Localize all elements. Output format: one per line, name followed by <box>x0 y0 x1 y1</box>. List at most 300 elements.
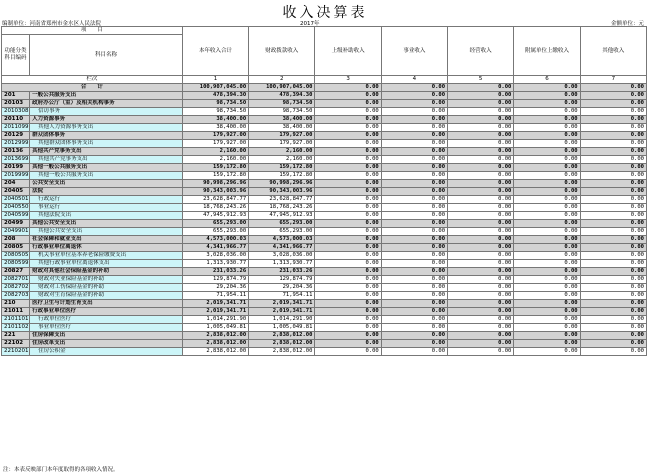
row-total: 71,954.11 <box>182 292 248 300</box>
row-code: 210 <box>2 300 30 308</box>
row-zero: 0.00 <box>514 292 580 300</box>
row-fiscal: 159,172.80 <box>249 172 315 180</box>
row-zero: 0.00 <box>514 348 580 356</box>
row-zero: 0.00 <box>381 204 447 212</box>
row-zero: 0.00 <box>514 252 580 260</box>
header-col-1: 本年收入合计 <box>182 27 248 76</box>
row-total: 2,019,341.71 <box>182 308 248 316</box>
row-zero: 0.00 <box>381 212 447 220</box>
row-zero: 0.00 <box>514 300 580 308</box>
row-zero: 0.00 <box>381 164 447 172</box>
table-row <box>2 92 647 100</box>
row-zero: 0.00 <box>448 140 514 148</box>
row-zero: 0.00 <box>315 156 381 164</box>
row-zero: 0.00 <box>514 308 580 316</box>
row-zero: 0.00 <box>514 132 580 140</box>
row-zero: 0.00 <box>514 220 580 228</box>
row-zero: 0.00 <box>381 148 447 156</box>
table-row <box>2 196 647 204</box>
row-code: 2080505 <box>2 252 30 260</box>
header-col-3: 上级补助收入 <box>315 27 381 76</box>
row-name: 财政对失业保险基金的补助 <box>30 276 183 284</box>
table-row <box>2 220 647 228</box>
row-zero: 0.00 <box>580 236 646 244</box>
row-zero: 0.00 <box>580 156 646 164</box>
row-total: 1,005,049.81 <box>182 324 248 332</box>
row-fiscal: 2,019,341.71 <box>249 300 315 308</box>
row-fiscal: 98,734.50 <box>249 100 315 108</box>
row-zero: 0.00 <box>448 172 514 180</box>
row-zero: 0.00 <box>514 284 580 292</box>
row-zero: 0.00 <box>580 220 646 228</box>
row-total: 179,927.00 <box>182 140 248 148</box>
row-zero: 0.00 <box>381 268 447 276</box>
row-zero: 0.00 <box>514 100 580 108</box>
row-zero: 0.00 <box>315 108 381 116</box>
table-row <box>2 132 647 140</box>
row-zero: 0.00 <box>580 124 646 132</box>
row-zero: 0.00 <box>514 148 580 156</box>
row-total: 2,838,012.00 <box>182 332 248 340</box>
row-zero: 0.00 <box>381 284 447 292</box>
table-row <box>2 164 647 172</box>
row-zero: 0.00 <box>514 260 580 268</box>
row-zero: 0.00 <box>448 132 514 140</box>
table-row <box>2 340 647 348</box>
row-zero: 0.00 <box>514 196 580 204</box>
row-fiscal: 1,313,930.77 <box>249 260 315 268</box>
row-zero: 0.00 <box>514 140 580 148</box>
row-zero: 0.00 <box>315 116 381 124</box>
row-zero: 0.00 <box>315 204 381 212</box>
row-total: 38,400.00 <box>182 124 248 132</box>
row-code: 2011099 <box>2 124 30 132</box>
row-name: 其他共产党事务支出 <box>30 148 183 156</box>
row-code: 2082701 <box>2 276 30 284</box>
total-cell: 100,907,045.00 <box>249 84 315 92</box>
table-row <box>2 148 647 156</box>
row-total: 655,293.00 <box>182 228 248 236</box>
total-cell: 0.00 <box>448 84 514 92</box>
row-zero: 0.00 <box>381 220 447 228</box>
row-zero: 0.00 <box>448 196 514 204</box>
seq-2: 2 <box>249 76 315 84</box>
row-zero: 0.00 <box>448 204 514 212</box>
row-zero: 0.00 <box>514 244 580 252</box>
row-zero: 0.00 <box>580 188 646 196</box>
row-zero: 0.00 <box>381 172 447 180</box>
row-zero: 0.00 <box>448 188 514 196</box>
row-fiscal: 1,005,049.81 <box>249 324 315 332</box>
row-name: 其他公共安全支出 <box>30 220 183 228</box>
row-zero: 0.00 <box>315 100 381 108</box>
table-row <box>2 292 647 300</box>
row-name: 财政对其他社会保险基金的补助 <box>30 268 183 276</box>
row-total: 159,172.80 <box>182 172 248 180</box>
seq-6: 6 <box>514 76 580 84</box>
row-zero: 0.00 <box>315 260 381 268</box>
row-name: 财政对生育保险基金的补助 <box>30 292 183 300</box>
row-zero: 0.00 <box>448 180 514 188</box>
row-zero: 0.00 <box>514 124 580 132</box>
row-fiscal: 71,954.11 <box>249 292 315 300</box>
row-name: 行政事业单位医疗 <box>30 308 183 316</box>
row-name: 其他共产党事务支出 <box>30 156 183 164</box>
row-zero: 0.00 <box>381 252 447 260</box>
row-fiscal: 4,341,966.77 <box>249 244 315 252</box>
row-zero: 0.00 <box>315 140 381 148</box>
total-cell: 100,907,045.00 <box>182 84 248 92</box>
row-name: 机关事业单位基本养老保险缴费支出 <box>30 252 183 260</box>
row-zero: 0.00 <box>315 308 381 316</box>
row-code: 20199 <box>2 164 30 172</box>
row-zero: 0.00 <box>448 292 514 300</box>
row-zero: 0.00 <box>448 268 514 276</box>
row-code: 2082702 <box>2 284 30 292</box>
row-fiscal: 47,945,912.93 <box>249 212 315 220</box>
table-row <box>2 316 647 324</box>
row-zero: 0.00 <box>448 324 514 332</box>
row-name: 其他群众团体事务支出 <box>30 140 183 148</box>
row-zero: 0.00 <box>381 108 447 116</box>
row-fiscal: 2,838,012.00 <box>249 340 315 348</box>
table-row <box>2 212 647 220</box>
row-zero: 0.00 <box>315 348 381 356</box>
row-total: 2,019,341.71 <box>182 300 248 308</box>
row-zero: 0.00 <box>580 228 646 236</box>
row-zero: 0.00 <box>381 92 447 100</box>
row-code: 2019999 <box>2 172 30 180</box>
row-zero: 0.00 <box>580 308 646 316</box>
row-zero: 0.00 <box>381 132 447 140</box>
table-row <box>2 324 647 332</box>
row-zero: 0.00 <box>514 116 580 124</box>
row-zero: 0.00 <box>381 300 447 308</box>
row-total: 179,927.00 <box>182 132 248 140</box>
row-zero: 0.00 <box>514 156 580 164</box>
seq-7: 7 <box>580 76 646 84</box>
income-table <box>1 26 647 356</box>
row-name: 行政事业单位离退休 <box>30 244 183 252</box>
total-cell: 0.00 <box>580 84 646 92</box>
row-code: 2049901 <box>2 228 30 236</box>
row-name: 行政运行 <box>30 196 183 204</box>
header-col-7: 其他收入 <box>580 27 646 76</box>
header-col-6: 附属单位上缴收入 <box>514 27 580 76</box>
table-row <box>2 156 647 164</box>
row-name: 医疗卫生与计划生育支出 <box>30 300 183 308</box>
row-zero: 0.00 <box>514 180 580 188</box>
row-zero: 0.00 <box>580 92 646 100</box>
row-zero: 0.00 <box>580 332 646 340</box>
row-zero: 0.00 <box>580 172 646 180</box>
row-zero: 0.00 <box>580 324 646 332</box>
row-zero: 0.00 <box>381 276 447 284</box>
table-row <box>2 260 647 268</box>
row-zero: 0.00 <box>580 180 646 188</box>
row-code: 20827 <box>2 268 30 276</box>
row-zero: 0.00 <box>514 204 580 212</box>
table-row <box>2 100 647 108</box>
table-row <box>2 228 647 236</box>
row-zero: 0.00 <box>580 164 646 172</box>
row-code: 208 <box>2 236 30 244</box>
row-code: 2101101 <box>2 316 30 324</box>
row-zero: 0.00 <box>315 212 381 220</box>
row-zero: 0.00 <box>580 268 646 276</box>
row-name: 住房改革支出 <box>30 340 183 348</box>
row-code: 2082703 <box>2 292 30 300</box>
row-zero: 0.00 <box>315 332 381 340</box>
row-total: 18,768,243.26 <box>182 204 248 212</box>
row-zero: 0.00 <box>580 116 646 124</box>
row-code: 2101102 <box>2 324 30 332</box>
row-fiscal: 90,998,296.96 <box>249 180 315 188</box>
table-row <box>2 252 647 260</box>
row-zero: 0.00 <box>448 164 514 172</box>
row-fiscal: 4,573,000.03 <box>249 236 315 244</box>
unit-label: 编制单位：河南省郑州市金水区人民法院 <box>2 21 102 27</box>
row-name: 人力资源事务 <box>30 116 183 124</box>
row-fiscal: 2,019,341.71 <box>249 308 315 316</box>
row-code: 22102 <box>2 340 30 348</box>
row-zero: 0.00 <box>580 244 646 252</box>
row-name: 其他行政事业单位离退休支出 <box>30 260 183 268</box>
row-zero: 0.00 <box>315 220 381 228</box>
row-code: 2210201 <box>2 348 30 356</box>
row-name: 其他公共安全支出 <box>30 228 183 236</box>
row-code: 2010308 <box>2 108 30 116</box>
table-row <box>2 244 647 252</box>
row-total: 98,734.50 <box>182 100 248 108</box>
row-zero: 0.00 <box>381 308 447 316</box>
row-zero: 0.00 <box>381 156 447 164</box>
row-zero: 0.00 <box>448 212 514 220</box>
row-code: 20405 <box>2 188 30 196</box>
row-zero: 0.00 <box>448 116 514 124</box>
row-code: 21011 <box>2 308 30 316</box>
row-fiscal: 655,293.00 <box>249 228 315 236</box>
row-zero: 0.00 <box>448 228 514 236</box>
row-name: 信访事务 <box>30 108 183 116</box>
row-fiscal: 98,734.50 <box>249 108 315 116</box>
row-zero: 0.00 <box>448 260 514 268</box>
row-zero: 0.00 <box>580 348 646 356</box>
row-name: 事业运行 <box>30 204 183 212</box>
row-zero: 0.00 <box>381 292 447 300</box>
row-zero: 0.00 <box>381 332 447 340</box>
table-row <box>2 172 647 180</box>
row-zero: 0.00 <box>448 316 514 324</box>
seq-3: 3 <box>315 76 381 84</box>
currency-label: 金额单位：元 <box>610 21 644 27</box>
row-zero: 0.00 <box>448 100 514 108</box>
row-zero: 0.00 <box>315 340 381 348</box>
row-code: 20499 <box>2 220 30 228</box>
row-fiscal: 2,838,012.00 <box>249 348 315 356</box>
row-name: 住房公积金 <box>30 348 183 356</box>
row-zero: 0.00 <box>448 220 514 228</box>
row-code: 20110 <box>2 116 30 124</box>
row-zero: 0.00 <box>381 316 447 324</box>
row-name: 其他法院支出 <box>30 212 183 220</box>
row-fiscal: 3,028,036.00 <box>249 252 315 260</box>
row-zero: 0.00 <box>580 316 646 324</box>
row-fiscal: 18,768,243.26 <box>249 204 315 212</box>
row-total: 4,341,966.77 <box>182 244 248 252</box>
row-name: 行政单位医疗 <box>30 316 183 324</box>
row-zero: 0.00 <box>315 148 381 156</box>
row-zero: 0.00 <box>448 276 514 284</box>
row-zero: 0.00 <box>580 100 646 108</box>
row-total: 2,160.00 <box>182 148 248 156</box>
row-name: 其他人力资源事务支出 <box>30 124 183 132</box>
table-row <box>2 204 647 212</box>
row-zero: 0.00 <box>315 276 381 284</box>
table-row <box>2 140 647 148</box>
row-zero: 0.00 <box>448 348 514 356</box>
row-zero: 0.00 <box>381 100 447 108</box>
header-col-5: 经营收入 <box>448 27 514 76</box>
row-zero: 0.00 <box>580 340 646 348</box>
row-zero: 0.00 <box>381 260 447 268</box>
header-col-2: 财政拨款收入 <box>249 27 315 76</box>
row-zero: 0.00 <box>315 164 381 172</box>
row-code: 2013699 <box>2 156 30 164</box>
row-name: 法院 <box>30 188 183 196</box>
row-fiscal: 90,343,003.96 <box>249 188 315 196</box>
row-fiscal: 2,838,012.00 <box>249 332 315 340</box>
table-row <box>2 332 647 340</box>
table-row <box>2 348 647 356</box>
row-zero: 0.00 <box>448 300 514 308</box>
seq-1: 1 <box>182 76 248 84</box>
row-zero: 0.00 <box>580 292 646 300</box>
row-zero: 0.00 <box>315 268 381 276</box>
row-zero: 0.00 <box>448 92 514 100</box>
row-zero: 0.00 <box>580 204 646 212</box>
table-row <box>2 124 647 132</box>
row-zero: 0.00 <box>315 196 381 204</box>
row-total: 47,945,912.93 <box>182 212 248 220</box>
row-zero: 0.00 <box>580 276 646 284</box>
row-fiscal: 2,160.00 <box>249 156 315 164</box>
row-fiscal: 38,400.00 <box>249 116 315 124</box>
table-row <box>2 236 647 244</box>
total-label: 合 计 <box>2 84 183 92</box>
row-total: 1,313,930.77 <box>182 260 248 268</box>
total-cell: 0.00 <box>315 84 381 92</box>
header-code: 功能分类 科目编码 <box>2 35 30 76</box>
row-zero: 0.00 <box>514 268 580 276</box>
row-fiscal: 179,927.00 <box>249 140 315 148</box>
row-zero: 0.00 <box>580 300 646 308</box>
row-name: 社会保障和就业支出 <box>30 236 183 244</box>
row-zero: 0.00 <box>514 332 580 340</box>
row-total: 29,204.36 <box>182 284 248 292</box>
row-zero: 0.00 <box>381 124 447 132</box>
row-fiscal: 129,874.79 <box>249 276 315 284</box>
row-fiscal: 231,033.26 <box>249 268 315 276</box>
row-name: 住房保障支出 <box>30 332 183 340</box>
row-zero: 0.00 <box>448 156 514 164</box>
row-zero: 0.00 <box>448 124 514 132</box>
seq-5: 5 <box>448 76 514 84</box>
row-zero: 0.00 <box>514 228 580 236</box>
row-zero: 0.00 <box>381 196 447 204</box>
row-name: 政府办公厅（室）及相关机构事务 <box>30 100 183 108</box>
row-zero: 0.00 <box>448 236 514 244</box>
row-zero: 0.00 <box>580 132 646 140</box>
row-zero: 0.00 <box>514 164 580 172</box>
row-code: 221 <box>2 332 30 340</box>
report-title: 收入决算表 <box>282 5 368 21</box>
row-total: 90,343,003.96 <box>182 188 248 196</box>
header-seq-label: 栏次 <box>2 76 183 84</box>
header-project: 项 目 <box>2 27 183 35</box>
row-zero: 0.00 <box>448 108 514 116</box>
row-code: 20129 <box>2 132 30 140</box>
total-cell: 0.00 <box>514 84 580 92</box>
row-fiscal: 38,400.00 <box>249 124 315 132</box>
row-zero: 0.00 <box>448 340 514 348</box>
row-zero: 0.00 <box>315 300 381 308</box>
row-zero: 0.00 <box>448 252 514 260</box>
table-row <box>2 268 647 276</box>
row-zero: 0.00 <box>381 140 447 148</box>
row-zero: 0.00 <box>580 252 646 260</box>
row-zero: 0.00 <box>315 180 381 188</box>
row-name: 其他一般公共服务支出 <box>30 164 183 172</box>
row-zero: 0.00 <box>315 316 381 324</box>
row-zero: 0.00 <box>381 348 447 356</box>
row-name: 其他一般公共服务支出 <box>30 172 183 180</box>
row-fiscal: 23,628,847.77 <box>249 196 315 204</box>
row-zero: 0.00 <box>315 92 381 100</box>
row-zero: 0.00 <box>514 236 580 244</box>
row-code: 2080599 <box>2 260 30 268</box>
row-zero: 0.00 <box>315 252 381 260</box>
row-zero: 0.00 <box>514 92 580 100</box>
row-name: 群众团体事务 <box>30 132 183 140</box>
table-row <box>2 300 647 308</box>
row-zero: 0.00 <box>580 212 646 220</box>
row-name: 公共安全支出 <box>30 180 183 188</box>
row-total: 3,028,036.00 <box>182 252 248 260</box>
row-zero: 0.00 <box>315 244 381 252</box>
row-name: 事业单位医疗 <box>30 324 183 332</box>
row-zero: 0.00 <box>381 188 447 196</box>
row-zero: 0.00 <box>514 276 580 284</box>
row-zero: 0.00 <box>315 292 381 300</box>
row-code: 2040550 <box>2 204 30 212</box>
row-zero: 0.00 <box>448 332 514 340</box>
row-zero: 0.00 <box>514 108 580 116</box>
row-zero: 0.00 <box>514 324 580 332</box>
row-total: 23,628,847.77 <box>182 196 248 204</box>
row-code: 20103 <box>2 100 30 108</box>
row-total: 90,998,296.96 <box>182 180 248 188</box>
row-fiscal: 1,014,291.90 <box>249 316 315 324</box>
seq-4: 4 <box>381 76 447 84</box>
row-total: 478,394.30 <box>182 92 248 100</box>
row-total: 2,838,012.00 <box>182 340 248 348</box>
table-body <box>2 92 647 356</box>
total-cell: 0.00 <box>381 84 447 92</box>
row-total: 655,293.00 <box>182 220 248 228</box>
row-total: 129,874.79 <box>182 276 248 284</box>
row-name: 财政对工伤保险基金的补助 <box>30 284 183 292</box>
